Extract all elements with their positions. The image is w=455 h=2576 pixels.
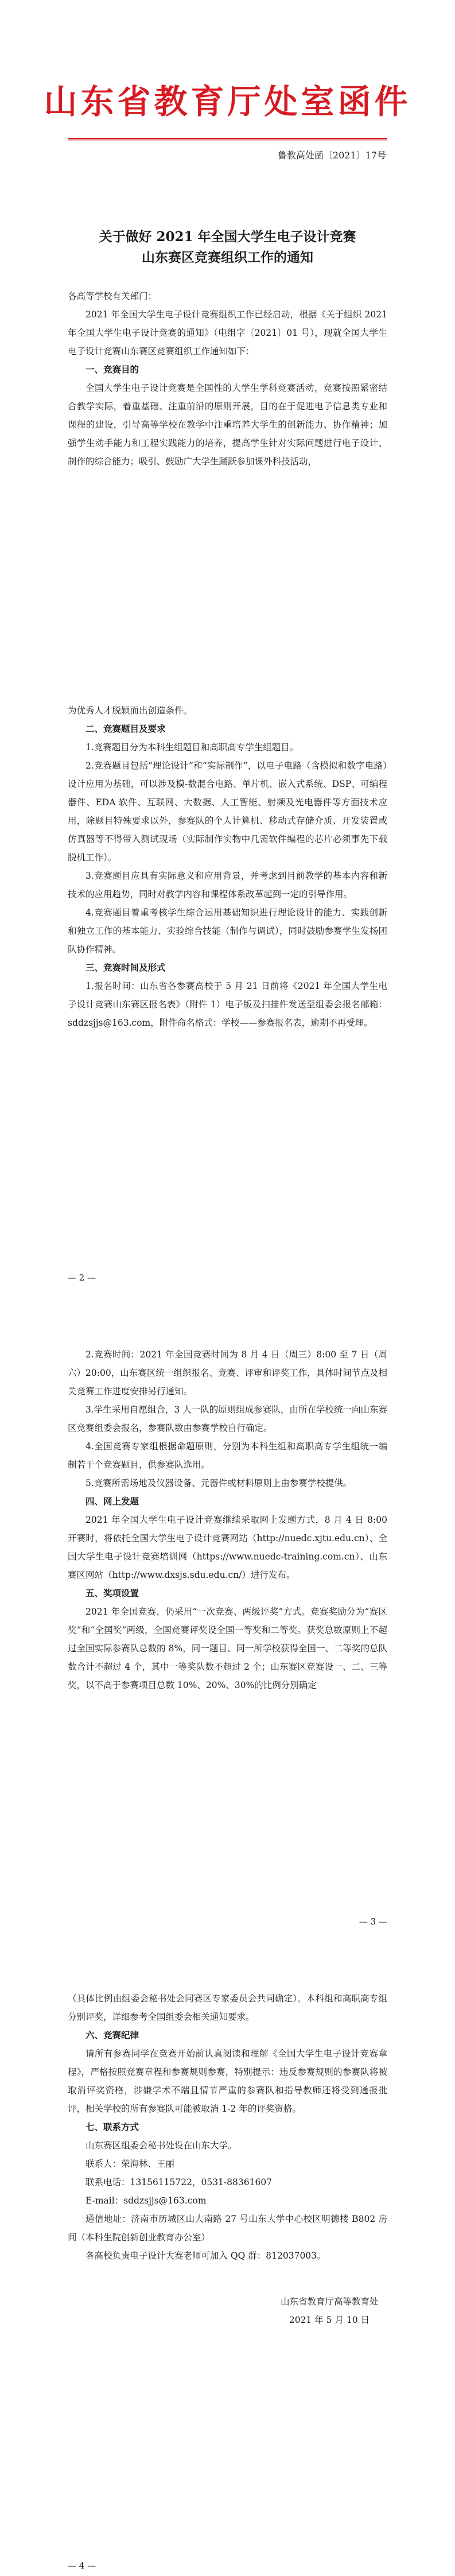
page-1-body [68,287,387,471]
page-number: — 2 — [68,1273,96,1283]
page-4 [0,1932,455,2576]
document-number: 鲁教高处函〔2021〕17号 [277,150,386,161]
page-1 [0,0,455,644]
page-number: — 3 — [359,1917,387,1927]
section-2-item: 1.竞赛题目分为本科生组题目和高职高专学生组题目。 [85,742,299,752]
section-6-text: 请所有参赛同学在竞赛开始前认真阅读和理解《全国大学生电子设计竞赛章程》，严格按照竞赛章程和参赛规则参赛，特别提示：违反参赛规则的参赛队将被取消评奖资格，涉嫌学术不端且情节严重的参赛队和指导教师还将受到通报批评，相关学校的所有参赛队可能被取消 1-2 年的评奖资格。 [68,2049,387,2114]
page-2 [0,644,455,1288]
red-divider-thick [68,138,387,139]
section-5-heading: 五、奖项设置 [85,1588,139,1599]
section-6-heading: 六、竞赛纪律 [85,2030,139,2040]
section-1-text: 全国大学生电子设计竞赛是全国性的大学生学科竞赛活动，竞赛按照紧密结合教学实际，着重基础、注重前沿的原则开展，目的在于促进电子信息类专业和课程的建设，引导高等学校在教学中注重培养大学生的创新能力、协作精神；加强学生动手能力和工程实践能力的培养，提高学生针对实际问题进行电子设计、制作的综合能力；吸引、鼓励广大学生踊跃参加课外科技活动， [68,383,387,467]
section-5-text: 2021 年全国竞赛，仍采用“一次竞赛、两级评奖”方式。竞赛奖励分为“赛区奖”和“全国奖”两级，全国竞赛评奖设全国一等奖和二等奖。获奖总数原则上不超过全国实际参赛队总数的 8%，同一题目、同一所学校获得全国一、二等奖的总队数合计不超过 4 个，其中一等奖队数不超过 2 个；山东赛区竞赛设一、二、三等奖，以不高于参赛项目总数 10%、20%、30%的比例分别确定 [68,1607,387,1690]
contact-line: 山东赛区组委会秘书处设在山东大学。 [85,2140,237,2151]
section-3-item: 5.竞赛所需场地及仪器设备、元器件或材料原则上由参赛学校提供。 [85,1478,352,1488]
section-3-item: 1.报名时间：山东省各参赛高校于 5 月 21 日前将《2021 年全国大学生电子设计竞赛山东赛区报名表》（附件 1）电子版及扫描件发送至组委会报名邮箱：sddzsjjs@163.com，附件命名格式：学校——参赛报名表，逾期不再受理。 [68,981,387,1028]
contact-line: 各高校负责电子设计大赛老师可加入 QQ 群：812037003。 [85,2251,326,2261]
section-3-item: 2.竞赛时间：2021 年全国竞赛时间为 8 月 4 日（周三）8:00 至 7 日（周六）20:00，山东赛区统一组织报名、竞赛、评审和评奖工作，具体时间节点及相关竞赛工作进度安排另行通知。 [68,1349,387,1396]
document-title [68,227,387,268]
signature-org: 山东省教育厅高等教育处 [280,2296,379,2307]
section-3-item: 3.学生采用自愿组合，3 人一队的原则组成参赛队，由所在学校统一向山东赛区竞赛组委会报名，参赛队数由参赛学校自行确定。 [68,1405,387,1433]
page-4-body [68,1989,387,2329]
section-2-heading: 二、竞赛题目及要求 [85,723,166,734]
section-1-text-cont: 为优秀人才脱颖而出创造条件。 [68,705,193,716]
section-7-heading: 七、联系方式 [85,2121,139,2132]
salutation: 各高等学校有关部门： [68,291,157,301]
org-header-title: 山东省教育厅处室函件 [44,82,411,121]
title-line-2: 山东赛区竞赛组织工作的通知 [142,250,313,265]
section-2-item: 2.竞赛题目包括“理论设计”和“实际制作”，以电子电路（含模拟和数字电路）设计应用为基础，可以涉及模-数混合电路、单片机、嵌入式系统、DSP、可编程器件、EDA 软件、互联网、大数据、人工智能、射频及光电器件等方面技术应用，除题目特殊要求以外，参赛队的个人计算机、移动式存储介质、开发装置或仿真器等不得带入测试现场（实际制作实物中几需软件编程的芯片必须事先下载脱机工作）。 [68,761,387,863]
page-3 [0,1288,455,1932]
section-4-heading: 四、网上发题 [85,1496,139,1507]
section-5-text-cont: （具体比例由组委会秘书处会同赛区专家委员会共同确定）。本科组和高职高专组分别评奖，详细参考全国组委会相关通知要求。 [68,1993,387,2022]
intro-paragraph: 2021 年全国大学生电子设计竞赛组织工作已经启动，根据《关于组织 2021 年全国大学生电子设计竞赛的通知》（电组字〔2021〕01 号），现就全国大学生电子设计竞赛山东赛区竞赛组织工作通知如下： [68,309,387,356]
section-2-item: 4.竞赛题目着重考核学生综合运用基础知识进行理论设计的能力、实践创新和独立工作的基本能力、实验综合技能（制作与调试），同时鼓励参赛学生发扬团队协作精神。 [68,907,387,955]
contact-line: 联系电话：13156115722，0531-88361607 [85,2177,273,2187]
signature-date: 2021 年 5 月 10 日 [289,2315,370,2325]
page-2-body [68,701,387,1032]
contact-line: 联系人：荣海林、王丽 [85,2159,175,2169]
section-1-heading: 一、竞赛目的 [85,364,139,375]
section-4-text: 2021 年全国大学生电子设计竞赛继续采取网上发题方式，8 月 4 日 8:00 开赛时，将依托全国大学生电子设计竞赛网站（http://nuedc.xjtu.edu.cn）、全国大学生电子设计竞赛培训网（https://www.nuedc-training.com.cn）、山东赛区网站（http://www.dxsjs.sdu.edu.cn/）进行发布。 [68,1515,387,1580]
title-line-1: 关于做好 2021 年全国大学生电子设计竞赛 [99,229,356,245]
section-2-item: 3.竞赛题目应具有实际意义和应用背景，并考虑到目前教学的基本内容和新技术的应用趋势，同时对教学内容和课程体系改革起到一定的引导作用。 [68,871,387,899]
page-3-body [68,1345,387,1694]
contact-line: E-mail：sddzsjjs@163.com [85,2195,207,2206]
page-number: — 4 — [68,2561,96,2571]
section-3-heading: 三、竞赛时间及形式 [85,962,166,973]
section-3-item: 4.全国竞赛专家组根据命题原则，分别为本科生组和高职高专学生组统一编制若干个竞赛题目，供参赛队选用。 [68,1441,387,1470]
contact-line: 通信地址：济南市历城区山大南路 27 号山东大学中心校区明德楼 B802 房间（本科生院创新创业教育办公室） [68,2214,387,2243]
